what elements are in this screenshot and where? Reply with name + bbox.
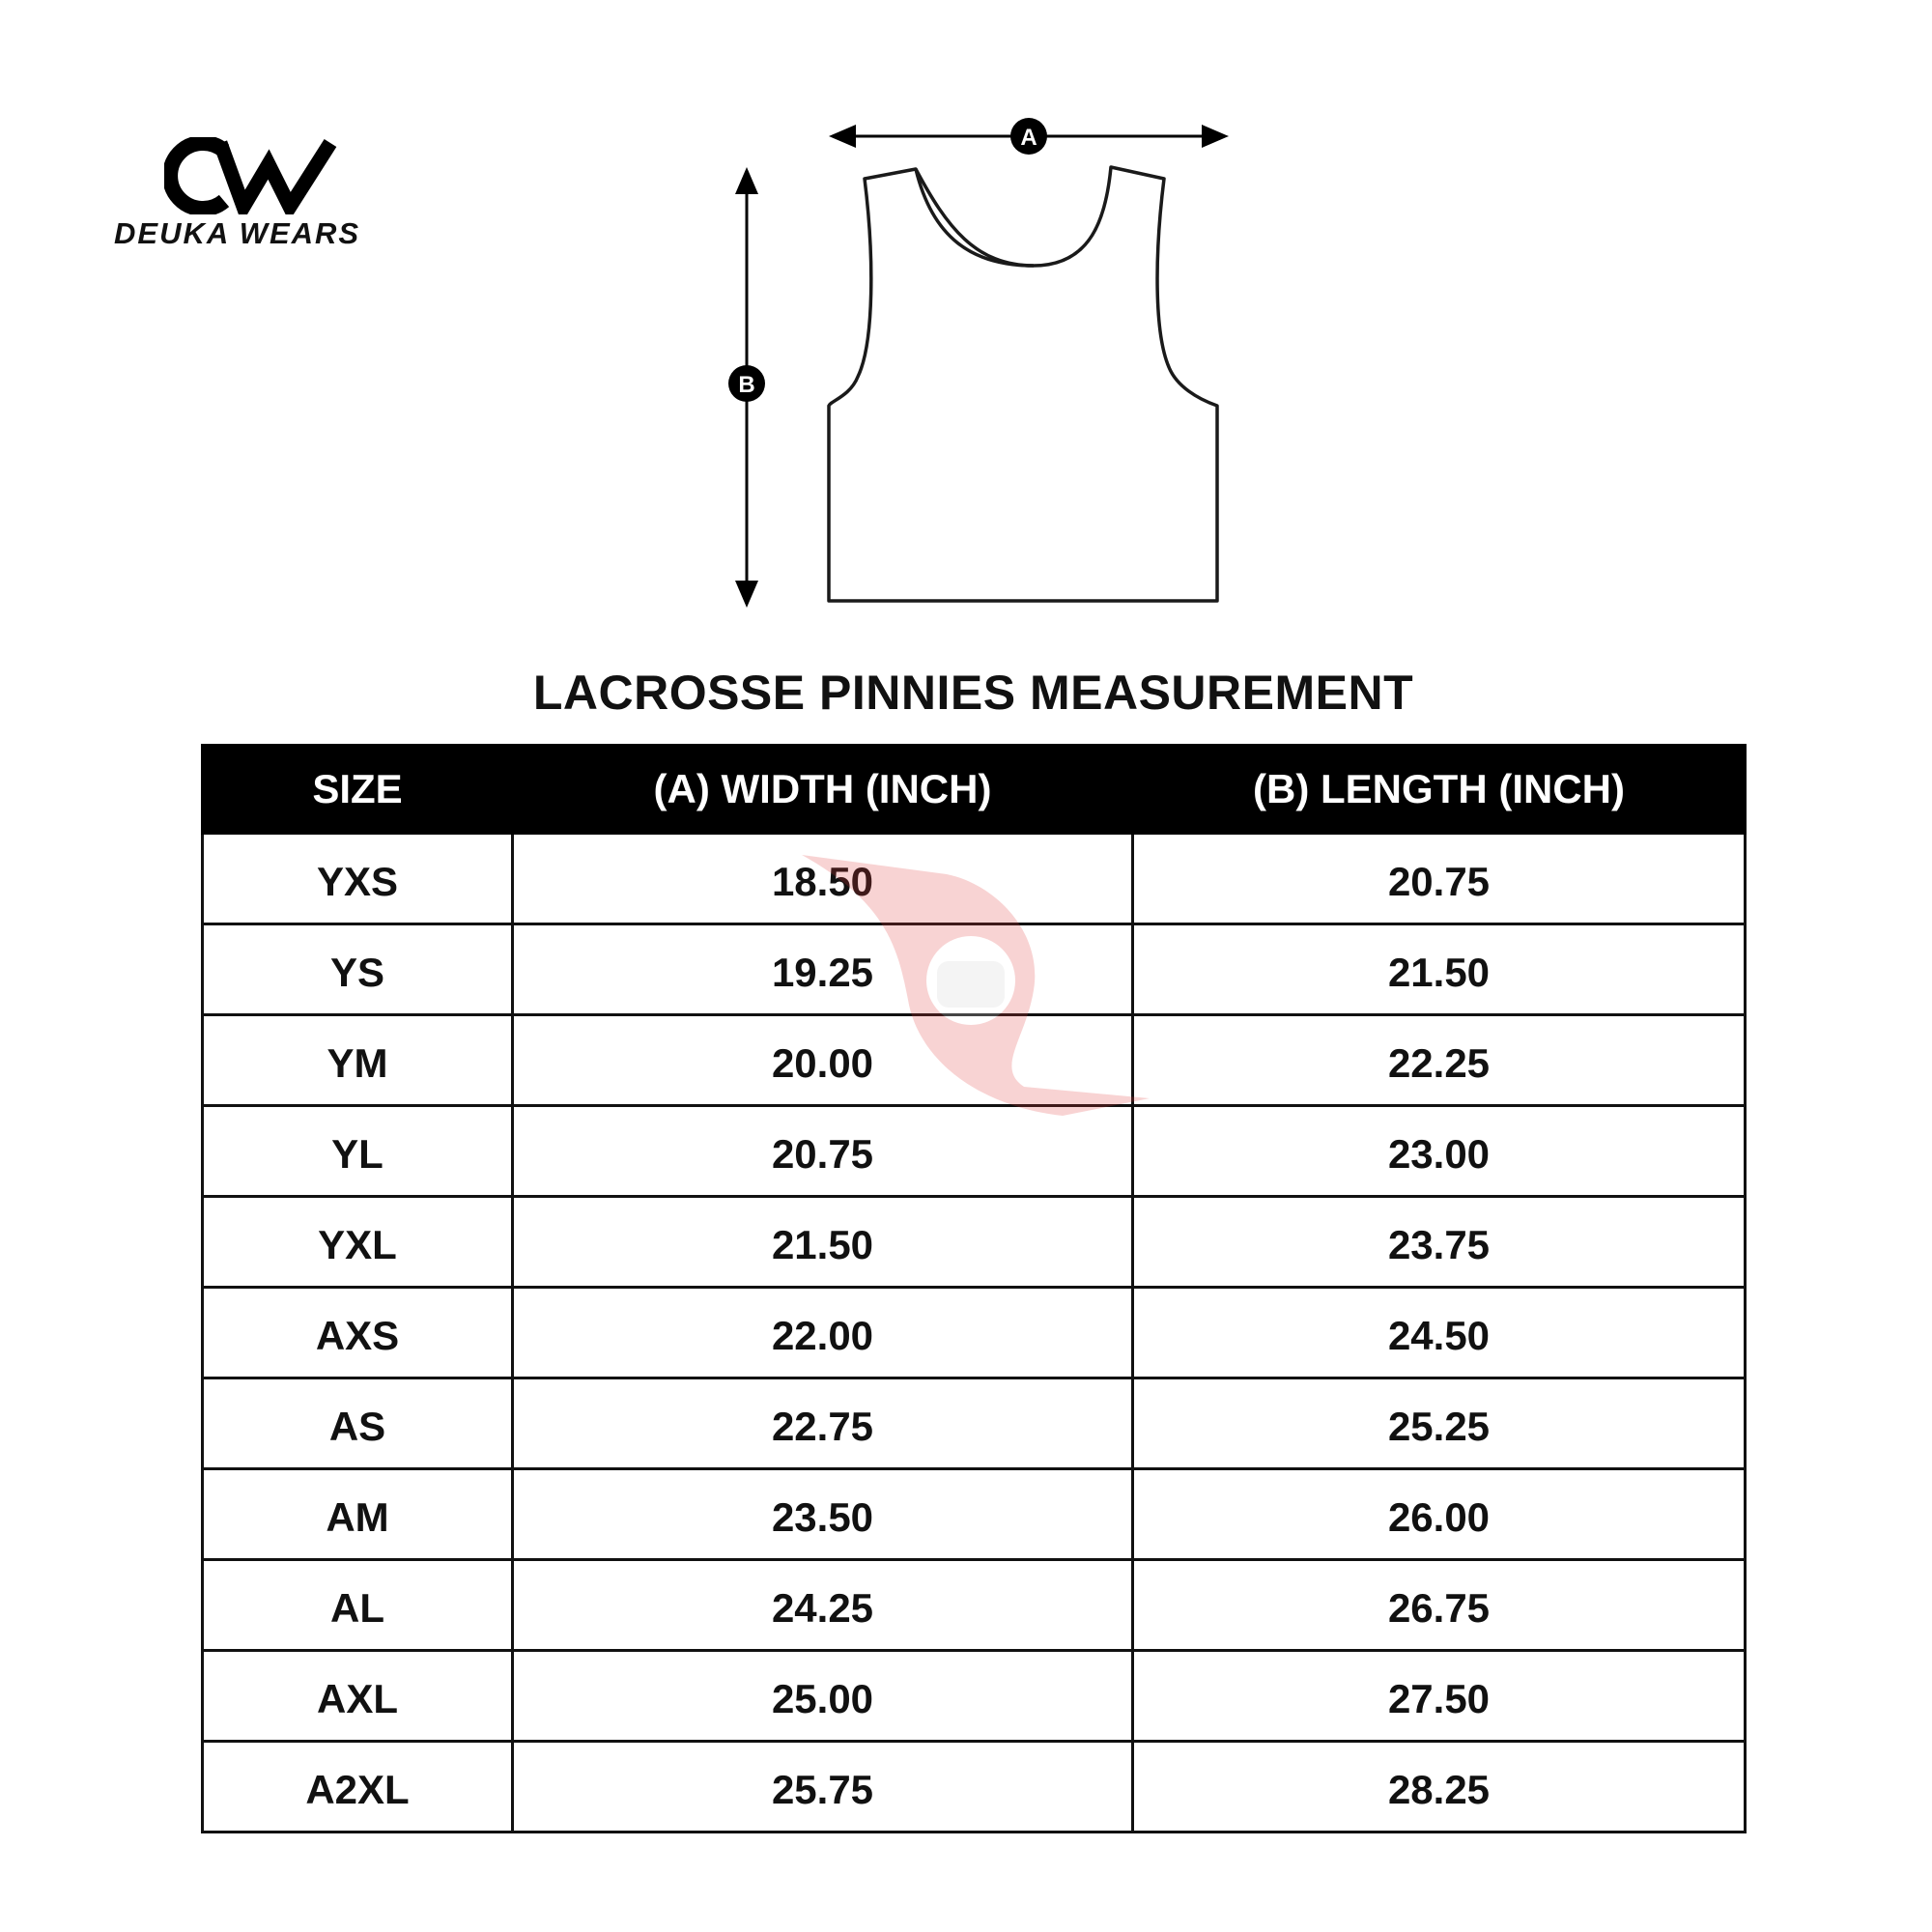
size-cell: A2XL (203, 1742, 513, 1833)
length-cell: 21.50 (1133, 924, 1746, 1015)
size-cell: AM (203, 1469, 513, 1560)
table-row (203, 1469, 1746, 1560)
size-cell: YXS (203, 834, 513, 924)
length-cell: 24.50 (1133, 1288, 1746, 1378)
size-cell: YL (203, 1106, 513, 1197)
width-cell: 19.25 (513, 924, 1133, 1015)
width-arrow (829, 118, 1229, 155)
table-row (203, 1378, 1746, 1469)
size-cell: AXL (203, 1651, 513, 1742)
size-chart (201, 744, 1747, 1833)
width-cell: 25.75 (513, 1742, 1133, 1833)
width-cell: 25.00 (513, 1651, 1133, 1742)
table-header-row (203, 746, 1746, 834)
header-width: (A) WIDTH (INCH) (513, 746, 1133, 834)
width-marker-label: A (1020, 125, 1037, 151)
page-title: LACROSSE PINNIES MEASUREMENT (532, 666, 1414, 720)
header-length: (B) LENGTH (INCH) (1133, 746, 1746, 834)
table-row (203, 1742, 1746, 1833)
length-cell: 26.75 (1133, 1560, 1746, 1651)
length-cell: 28.25 (1133, 1742, 1746, 1833)
cw-monogram-icon (164, 137, 338, 214)
width-cell: 20.00 (513, 1015, 1133, 1106)
width-cell: 22.00 (513, 1288, 1133, 1378)
size-cell: AXS (203, 1288, 513, 1378)
table-row (203, 1197, 1746, 1288)
measurement-table (201, 744, 1747, 1833)
width-cell: 20.75 (513, 1106, 1133, 1197)
table-row (203, 1015, 1746, 1106)
length-cell: 25.25 (1133, 1378, 1746, 1469)
length-marker-label: B (738, 372, 755, 398)
table-row (203, 924, 1746, 1015)
width-cell: 24.25 (513, 1560, 1133, 1651)
size-cell: AS (203, 1378, 513, 1469)
width-cell: 23.50 (513, 1469, 1133, 1560)
length-arrow (728, 167, 765, 608)
size-cell: YS (203, 924, 513, 1015)
width-cell: 22.75 (513, 1378, 1133, 1469)
table-row (203, 834, 1746, 924)
table-row (203, 1560, 1746, 1651)
length-cell: 26.00 (1133, 1469, 1746, 1560)
size-cell: YM (203, 1015, 513, 1106)
table-row (203, 1651, 1746, 1742)
table-row (203, 1288, 1746, 1378)
pinnie-diagram (715, 111, 1236, 623)
table-row (203, 1106, 1746, 1197)
length-cell: 23.00 (1133, 1106, 1746, 1197)
width-cell: 21.50 (513, 1197, 1133, 1288)
pinnie-outline (829, 167, 1217, 601)
brand-name: DEUKA WEARS (114, 216, 361, 250)
size-cell: YXL (203, 1197, 513, 1288)
width-cell: 18.50 (513, 834, 1133, 924)
brand-logo (114, 137, 394, 263)
length-cell: 23.75 (1133, 1197, 1746, 1288)
length-cell: 27.50 (1133, 1651, 1746, 1742)
length-cell: 20.75 (1133, 834, 1746, 924)
header-size: SIZE (203, 746, 513, 834)
length-cell: 22.25 (1133, 1015, 1746, 1106)
size-cell: AL (203, 1560, 513, 1651)
